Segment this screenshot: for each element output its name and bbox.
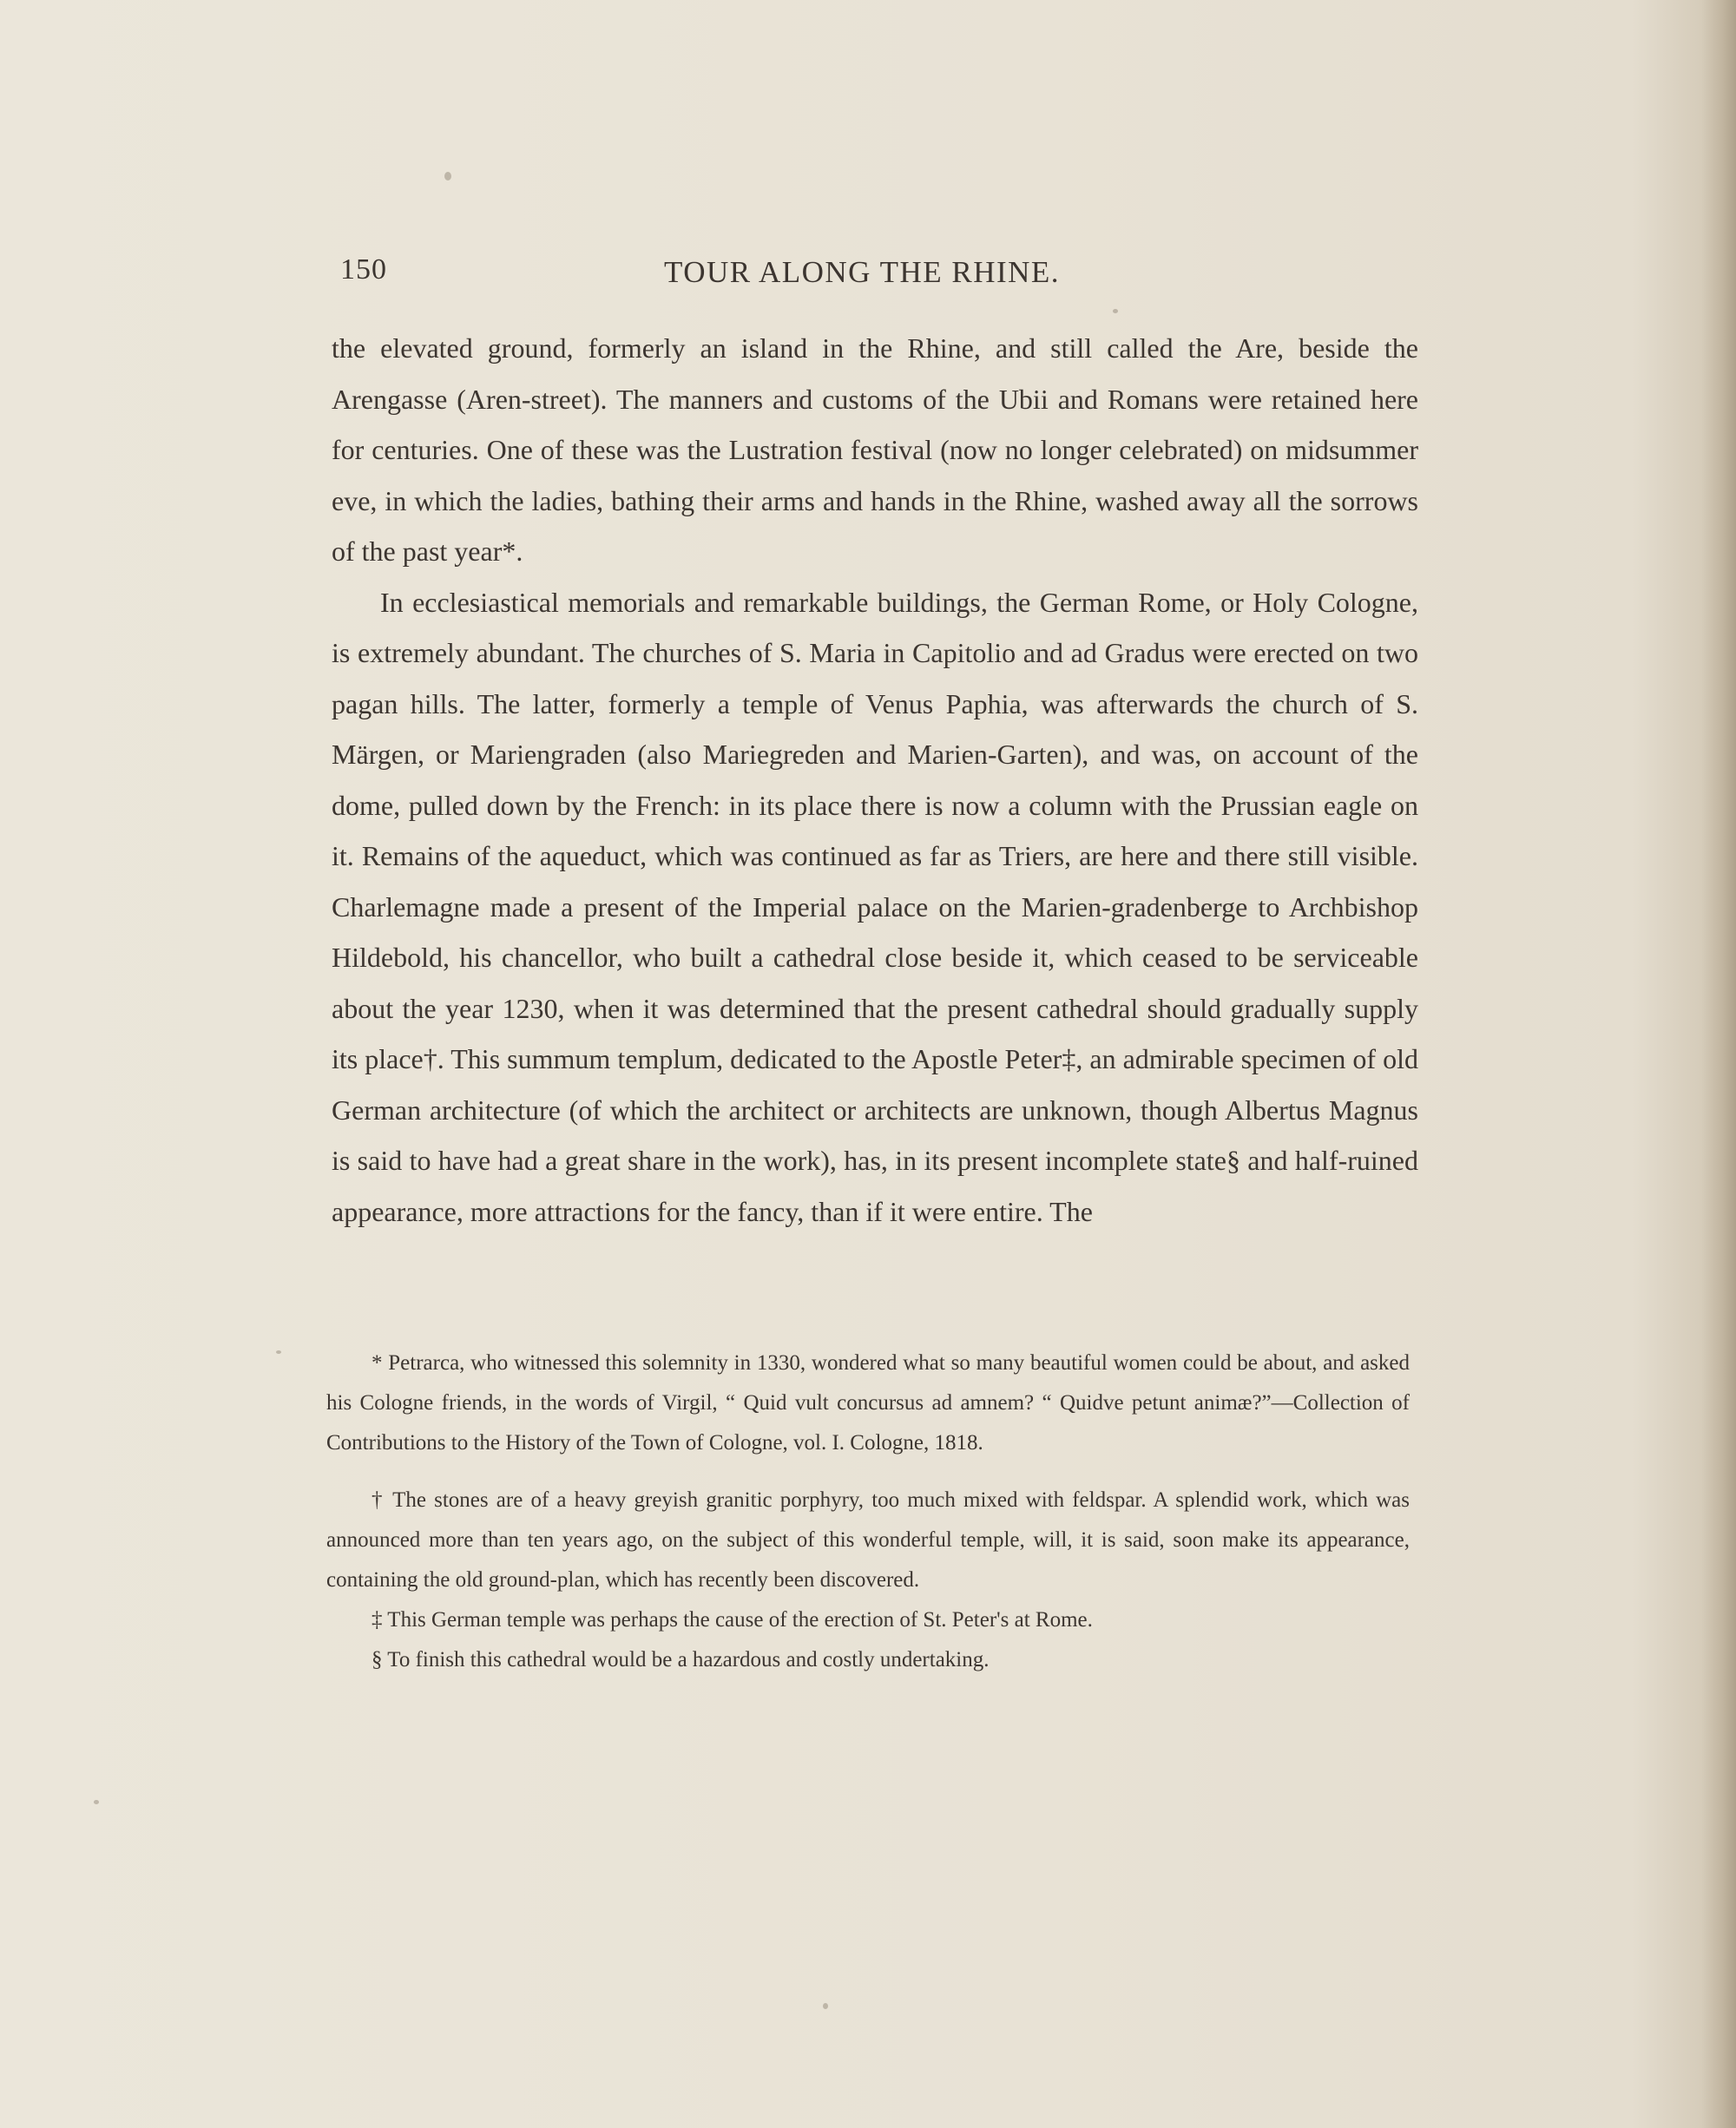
paper-speck <box>94 1800 99 1804</box>
footnotes <box>326 1343 1410 1680</box>
paper-speck <box>823 2003 828 2009</box>
paper-speck <box>276 1350 281 1354</box>
footnote-double-dagger: ‡ This German temple was perhaps the cause of the erection of St. Peter's at Rome. <box>372 1608 1093 1632</box>
running-title: TOUR ALONG THE RHINE. <box>664 255 1061 289</box>
page-number: 150 <box>340 253 387 286</box>
page-edge-shadow <box>1701 0 1736 2128</box>
paper-speck <box>1113 309 1118 313</box>
footnote-star: * Petrarca, who witnessed this solemnity in 1330, wondered what so many beautiful women could be about, and asked his Cologne friends, in the words of Virgil, “ Quid vult concursus ad amnem? “ Quidve petunt animæ?”—Collection of Contributions to the History of the Town of Cologne, vol. I. Cologne, 1818. <box>326 1351 1410 1455</box>
paragraph-cologne-churches: In ecclesiastical memorials and remarkable buildings, the German Rome, or Holy Cologne, is extremely abundant. The churches of S. Maria in Capitolio and ad Gradus were erected on two pagan hills. The latter, formerly a temple of Venus Paphia, was afterwards the church of S. Märgen, or Mariengraden (also Mariegreden and Marien-Garten), and was, on account of the dome, pulled down by the French: in its place there is now a column with the Prussian eagle on it. Remains of the aqueduct, which was continued as far as Triers, are here and there still visible. Charlemagne made a present of the Imperial palace on the Marien-gradenberge to Archbishop Hildebold, his chancellor, who built a cathedral close beside it, which ceased to be serviceable about the year 1230, when it was determined that the present cathedral should gradually supply its place†. This summum templum, dedicated to the Apostle Peter‡, an admirable specimen of old German architecture (of which the architect or architects are unknown, though Albertus Magnus is said to have had a great share in the work), has, in its present incomplete state§ and half-ruined appearance, more attractions for the fancy, than if it were entire. The <box>332 586 1418 1227</box>
footnote-dagger: † The stones are of a heavy greyish granitic porphyry, too much mixed with feldspar. A splendid work, which was announced more than ten years ago, on the subject of this wonderful temple, will, it is said, soon make its appearance, containing the old ground-plan, which has recently been discovered. <box>326 1488 1410 1592</box>
page-header <box>340 253 1434 297</box>
footnote-section: § To finish this cathedral would be a hazardous and costly undertaking. <box>372 1648 990 1672</box>
paragraph-continuation: the elevated ground, formerly an island in the Rhine, and still called the Are, beside the Arengasse (Aren-street). The manners and customs of the Ubii and Romans were retained here for centuries. One of these was the Lustration festival (now no longer celebrated) on midsummer eve, in which the ladies, bathing their arms and hands in the Rhine, washed away all the sorrows of the past year*. <box>332 332 1418 567</box>
main-text <box>332 323 1418 1237</box>
paper-speck <box>444 172 451 181</box>
